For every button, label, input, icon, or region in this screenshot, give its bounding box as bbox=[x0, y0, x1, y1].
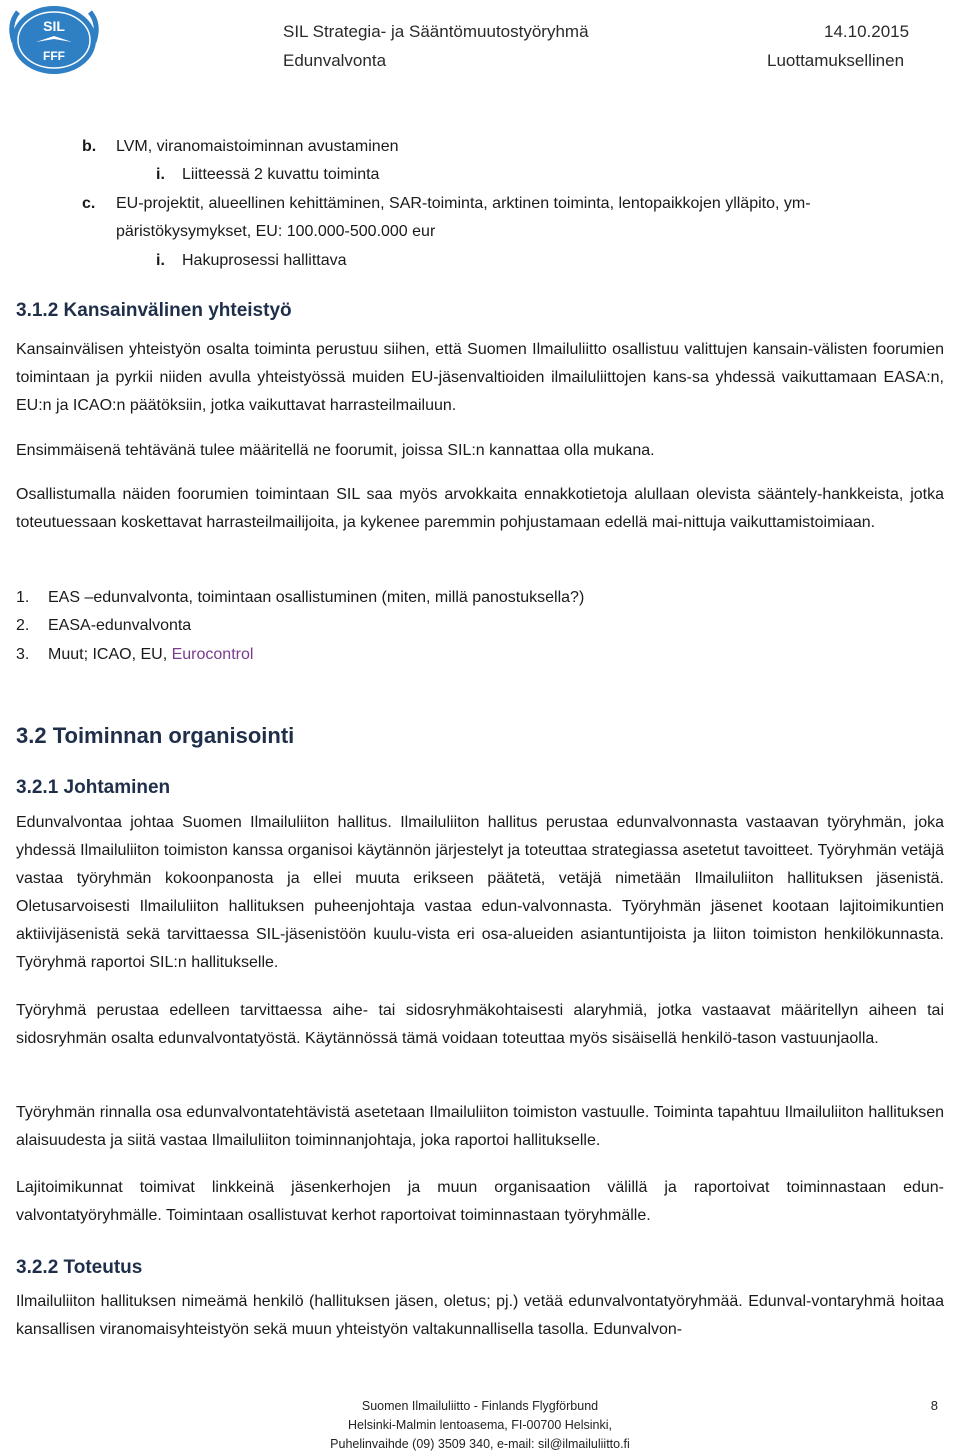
header-date: 14.10.2015 bbox=[824, 22, 910, 41]
header-title: SIL Strategia- ja Sääntömuutostyöryhmä bbox=[283, 22, 589, 41]
paragraph-3-2-1-d: Lajitoimikunnat toimivat linkkeinä jäsenkerhojen ja muun organisaation välillä ja raportoivat toiminnastaan edun-valvontatyöryhmälle. Toimintaan osallistuvat kerhot raportoivat toiminnastaan työryhmälle. bbox=[16, 1179, 944, 1224]
paragraph-3-2-1-c: Työryhmän rinnalla osa edunvalvontatehtävistä asetetaan Ilmailuliiton toimiston vastuulle. Toiminta tapahtuu Ilmailuliiton hallituksen alaisuudesta ja siitä vastaa Ilmailuliiton toiminnanjohtaja, joka raportoi hallitukselle. bbox=[16, 1104, 944, 1149]
sil-logo bbox=[4, 2, 104, 78]
logo-text-bottom: FFF bbox=[43, 49, 65, 63]
heading-3-2: 3.2 Toiminnan organisointi bbox=[16, 723, 295, 748]
list-item-3 bbox=[48, 641, 253, 669]
footer-line2: Helsinki-Malmin lentoasema, FI-00700 Helsinki, bbox=[348, 1418, 612, 1432]
paragraph-3-2-2-a: Ilmailuliiton hallituksen nimeämä henkilö (hallituksen jäsen, oletus; pj.) vetää edunvalvontatyöryhmää. Edunval-vontaryhmä hoitaa kansallisen viranomaisyhteistyön sekä muun yhteistyön valtakunnallisella tasolla. Edunvalvon- bbox=[16, 1293, 944, 1338]
list-item-2: EASA-edunvalvonta bbox=[48, 617, 192, 634]
paragraph-3-2-1-a: Edunvalvontaa johtaa Suomen Ilmailuliiton hallitus. Ilmailuliiton hallitus perustaa edunvalvonnasta vastaavan työryhmän, joka yhdessä Ilmailuliiton toimiston kanssa organisoi käytännön järjestelyt ja toteuttaa strategiassa asetetut tavoitteet. Työryhmän vetäjä vastaa työryhmän kokoonpanosta ja ellei muuta erikseen päätetä, vetäjä nimetään Ilmailuliiton hallituksen jäsenistä. Oletusarvoisesti Ilmailuliiton hallituksen puheenjohtaja vastaa edun-valvonnasta. Työryhmän jäsenet kootaan lajitoimikuntien aktiivijäsenistä sekä tarvittaessa SIL-jäsenistöön kuulu-vista eri osa-alueiden asiantuntijoista ja liiton toimiston henkilökunnasta. Työryhmä raportoi SIL:n hallitukselle. bbox=[16, 814, 944, 971]
header-subtitle: Edunvalvonta bbox=[283, 51, 387, 70]
header-classification: Luottamuksellinen bbox=[767, 51, 905, 70]
list-item-1: EAS –edunvalvonta, toimintaan osallistuminen (miten, millä panostuksella?) bbox=[48, 589, 585, 606]
list-marker-c: c. bbox=[82, 195, 96, 212]
paragraph-3-1-2-b: Ensimmäisenä tehtävänä tulee määritellä ne foorumit, joissa SIL:n kannattaa olla mukana. bbox=[16, 442, 655, 459]
heading-3-2-1: 3.2.1 Johtaminen bbox=[16, 777, 171, 798]
footer-line3: Puhelinvaihde (09) 3509 340, e-mail: sil@ilmailuliitto.fi bbox=[330, 1437, 630, 1451]
list-item-b-i: Liitteessä 2 kuvattu toiminta bbox=[182, 166, 380, 183]
heading-3-2-2: 3.2.2 Toteutus bbox=[16, 1257, 143, 1278]
list-item-c-i: Hakuprosessi hallittava bbox=[182, 252, 347, 269]
paragraph-3-2-1-b: Työryhmä perustaa edelleen tarvittaessa aihe- tai sidosryhmäkohtaisesti alaryhmiä, jotka vastaavat määritellyn aiheen tai sidosryhmän osalta edunvalvontatyöstä. Käytännössä tämä voidaan toteuttaa myös sisäisellä henkilö-tason vastuunjaolla. bbox=[16, 1002, 944, 1047]
list-marker-3: 3. bbox=[16, 646, 30, 663]
list-marker-c-i: i. bbox=[156, 252, 165, 269]
list-item-c-line2: päristökysymykset, EU: 100.000-500.000 eur bbox=[116, 223, 436, 240]
list-marker-1: 1. bbox=[16, 589, 30, 606]
logo-text-top: SIL bbox=[43, 18, 65, 34]
list-marker-b-i: i. bbox=[156, 166, 165, 183]
heading-3-1-2: 3.1.2 Kansainvälinen yhteistyö bbox=[16, 300, 292, 321]
list-item-c-line1: EU-projektit, alueellinen kehittäminen, SAR-toiminta, arktinen toiminta, lentopaikkojen ylläpito, ym- bbox=[116, 195, 811, 212]
list-marker-2: 2. bbox=[16, 617, 30, 634]
list-item-3-text: Muut; ICAO, EU, bbox=[48, 646, 172, 663]
paragraph-3-1-2-a: Kansainvälisen yhteistyön osalta toiminta perustuu siihen, että Suomen Ilmailuliitto osallistuu valittujen kansain-välisten foorumien toimintaan ja pyrkii niiden avulla yhteistyössä muiden EU-jäsenvaltioiden ilmailuliittojen kans-sa yhdessä vaikuttamaan EASA:n, EU:n ja ICAO:n päätöksiin, jotka vaikuttavat harrasteilmailuun. bbox=[16, 341, 944, 414]
footer-line1: Suomen Ilmailuliitto - Finlands Flygförbund bbox=[361, 1399, 599, 1413]
paragraph-3-1-2-c: Osallistumalla näiden foorumien toimintaan SIL saa myös arvokkaita ennakkotietoja alullaan olevista sääntely-hankkeista, jotka toteutuessaan koskettavat harrasteilmailijoita, ja kykenee paremmin pohjustamaan edellä mai-nittuja vaikuttamistoimiaan. bbox=[16, 486, 944, 531]
list-marker-b: b. bbox=[82, 138, 97, 155]
eurocontrol-link[interactable]: Eurocontrol bbox=[171, 646, 254, 663]
page-number: 8 bbox=[930, 1398, 938, 1413]
list-item-b: LVM, viranomaistoiminnan avustaminen bbox=[116, 138, 399, 155]
